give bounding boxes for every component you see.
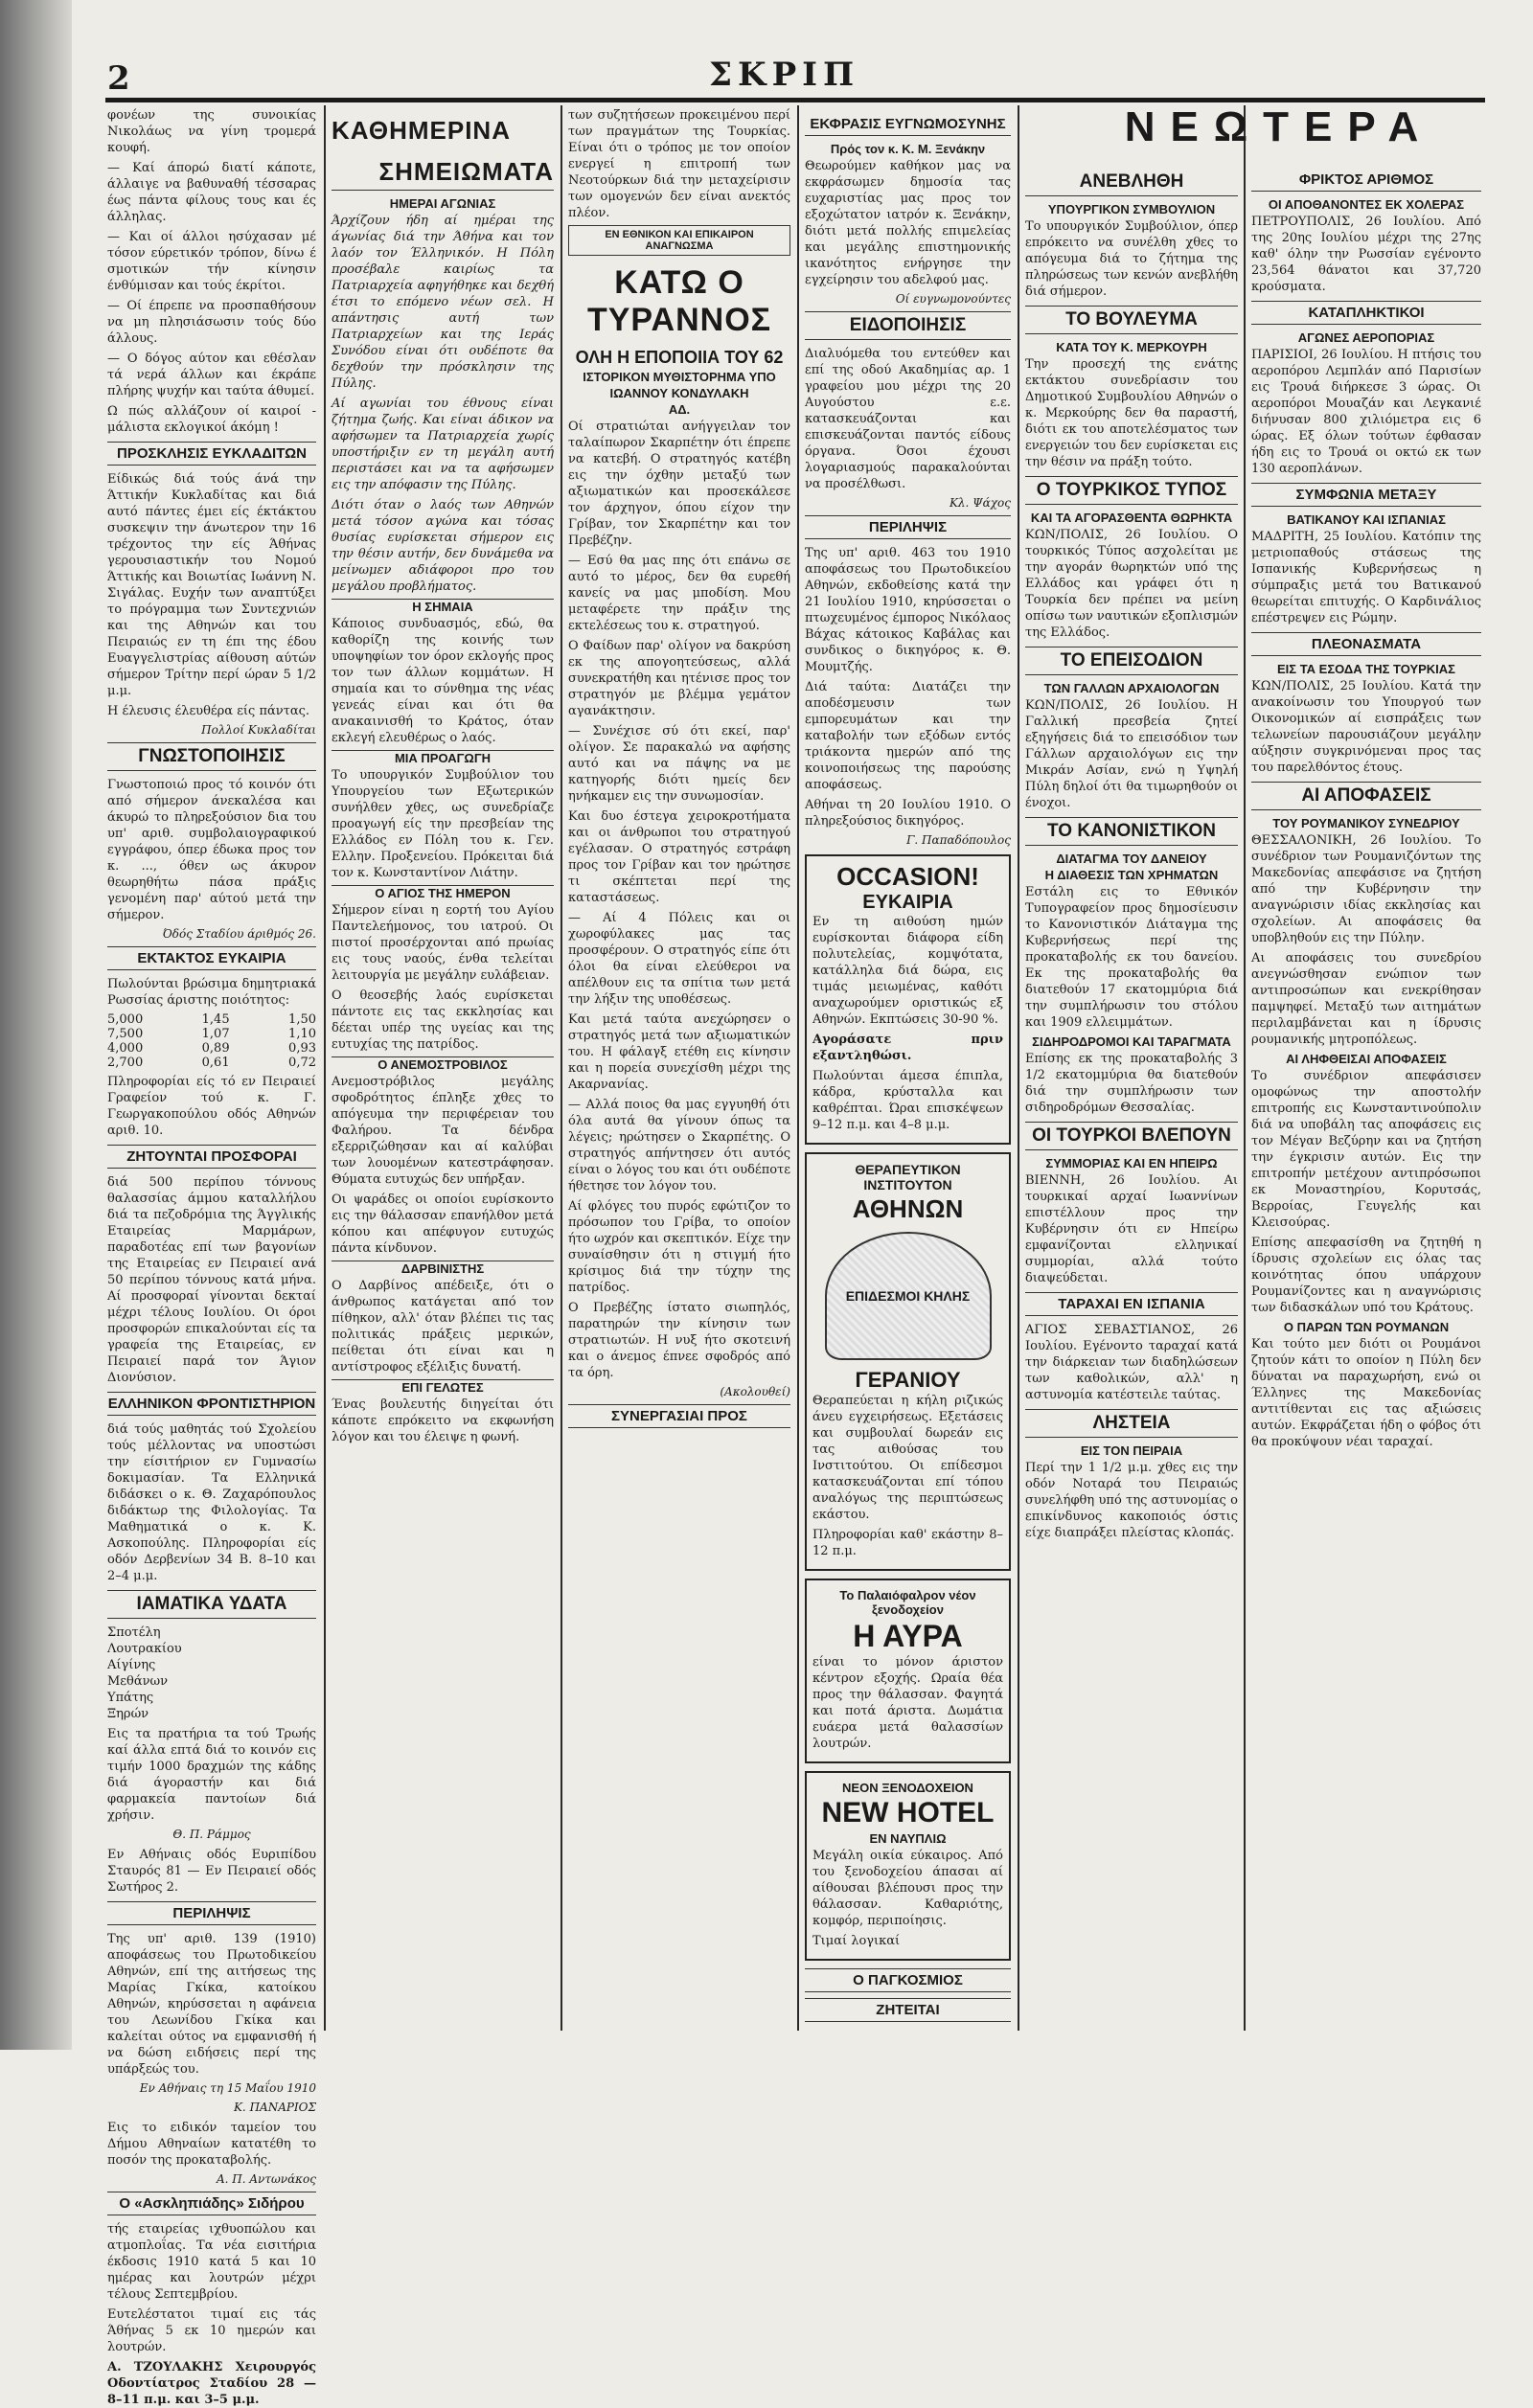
article-heading: ΕΚΤΑΚΤΟΣ ΕΥΚΑΙΡΙΑ (107, 946, 316, 970)
article-text: Διαλυόμεθα του εντεύθεν και επί της οδού Ακαδημίας αρ. 1 γραφείου μου μέχρι της 20 Αυγούστου ε.ε. κατασκευάζονται και επισκευάζονται παντός είδους όργανα. Όσοι έχουσι λογαριασμούς παρακαλούνται να προσέλθωσι. (805, 347, 1011, 491)
list-item: Αίγίνης (107, 1658, 156, 1672)
article-heading: ΕΚΦΡΑΣΙΣ ΕΥΓΝΩΜΟΣΥΝΗΣ (805, 113, 1011, 136)
article-heading: ΠΛΕΟΝΑΣΜΑΤΑ (1251, 632, 1481, 656)
article-subheading: ΚΑΙ ΤΑ ΑΓΟΡΑΣΘΕΝΤΑ ΘΩΡΗΚΤΑ (1030, 511, 1233, 525)
article-text: Σήμερον είναι η εορτή του Αγίου Παντελεήμονος, του ιατρού. Οι πιστοί προσέρχονται από πρωίας εις τους ναούς, ένθα τελείται λειτουργία με μεγάλην ευλάβειαν. (332, 903, 554, 983)
article-heading: ΠΡΟΣΚΛΗΣΙΣ ΕΥΚΛΑΔΙΤΩΝ (107, 442, 316, 466)
article-text: Ανεμοστρόβιλος μεγάλης σφοδρότητος έπληξε χθες το απόγευμα την περιφέρειαν του Φαλήρου. Τα δένδρα εξερριζώθησαν και αί καλύβαι των λουομένων κατεστράφησαν. Θύματα ευτυχώς δεν υπήρξαν. (332, 1075, 554, 1187)
article-text: Κάποιος συνδυασμός, εδώ, θα καθορίζη της κοινής των υποψηφίων τον όρον εκλογής προς τον των άλλων κομμάτων. Η σημαία και το σύνθημα της νέας γενεάς είναι και ότι θα ανακαινισθή το Κράτος, όταν εκλεγή ελευθέρως ο λαός. (332, 617, 554, 745)
article-text: Θεωρούμεν καθήκον μας να εκφράσωμεν δημοσία τας ευχαριστίας μας προς τον εξοχώτατον ιατρόν κ. Ξενάκην, διότι μετά πολλής επιμελείας και μεγάλης επιστημονικής ικανότητος ενήργησε την εγχείρησιν του αδελφού μας. (805, 159, 1011, 287)
ad-title: ΕΥΚΑΙΡΙΑ (862, 892, 953, 913)
article-heading: ΚΑΤΑΠΛΗΚΤΙΚΟΙ (1251, 301, 1481, 325)
article-heading: ΦΡΙΚΤΟΣ ΑΡΙΘΜΟΣ (1251, 169, 1481, 192)
article-text: Ευτελέστατοι τιμαί εις τάς Άθήνας 5 εκ 10 ημερών και λουτρών. (107, 2307, 316, 2354)
price-table (107, 1012, 316, 1070)
ad-text: Αγοράσατε πριν εξαντληθώσι. (812, 1033, 1003, 1063)
signature: Κλ. Ψάχος (949, 496, 1011, 510)
ad-text: Τιμαί λογικαί (812, 1934, 901, 1948)
article-text: ΑΓΙΟΣ ΣΕΒΑΣΤΙΑΝΟΣ, 26 Ιουλίου. Εγένοντο ταραχαί κατά την διάρκειαν των διαδηλώσεων των καθολικών, αλλ' η αστυνομία κατέστειλε ταύτας. (1025, 1323, 1238, 1402)
article-heading: ΜΙΑ ΠΡΟΑΓΩΓΗ (332, 750, 554, 765)
serial-text: — Συνέχισε σύ ότι εκεί, παρ' ολίγον. Σε παρακαλώ να αφήσης αυτό και να πάψης να με κατηγορής διότι ημείς δεν ηνήκαμεν εις την συνωμοσίαν. (568, 724, 790, 804)
signature: Γ. Παπαδόπουλος (906, 833, 1011, 847)
signature: Όδός Σταδίου άριθμός 26. (162, 927, 316, 941)
continued-note: (Ακολουθεί) (720, 1385, 790, 1398)
article-text: διά τούς μαθητάς τού Σχολείου τούς μέλλοντας να υποστώσι την είσιτήριον εν Γυμνασίω δοκιμασίαν. Τα Ελληνικά διδάσκει ο κ. Θ. Ζαχαρόπουλος διδάκτωρ της Φιλολογίας. Τα Μαθηματικά ο κ. Κ. Ασκοπούλης. Πληροφορίαι είς οδόν Δερβενίων 34 Β. 8–10 και 2–4 μ.μ. (107, 1422, 316, 1583)
text-paragraph: — Και οί άλλοι ησύχασαν μέ τόσον εύρετικόν τρόπον, δίνω έ σμοτικών τήν κίνησιν ένθύμισαν και τούς έκρίτοι. (107, 230, 316, 293)
serial-banner: ΕΝ ΕΘΝΙΚΟΝ ΚΑΙ ΕΠΙΚΑΙΡΟΝ ΑΝΑΓΝΩΣΜΑ (568, 225, 790, 256)
article-text: Πληροφορίαι είς τό εν Πειραιεί Γραφείον τού κ. Γ. Γεωργακοπούλου οδός Αθηνών αριθ. 10. (107, 1075, 316, 1138)
article-text: ΠΑΡΙΣΙΟΙ, 26 Ιουλίου. Η πτήσις του αεροπόρου Λεμπλάν από Παρισίων εις Τρουά διήρκεσε 3 ώρας. Οι αεροπόροι Μουαζάν και Λεγκανιέ διήνυσαν 800 χιλιόμετρα εις 6 ώρας. Εξ όλων τούτων έφθασαν ήδη εις το Τρουά οι οκτώ εκ των 130 αεροπλάνων. (1251, 348, 1481, 476)
text-paragraph: — Καί άπορώ διατί κάποτε, άλλαιγε να βαθυναθή τέσσαρας έως πάντα φίλους τους και ές άλληλας. (107, 161, 316, 224)
aura-ad (805, 1579, 1011, 1763)
signature: Πολλοί Κυκλαδίται (201, 723, 316, 737)
article-heading: ΕΠΙ ΓΕΛΩΤΕΣ (332, 1379, 554, 1395)
institute-ad (805, 1152, 1011, 1571)
ad-subtitle: Το Παλαιόφαλρον νέον ξενοδοχείον (839, 1588, 976, 1617)
article-text: Γνωστοποιώ προς τό κοινόν ότι από σήμερον άνεκαλέσα και άκυρώ το πληρεξούσιον δια του υπ' αριθ. συμβολαιογραφικού εγγράφου, όπερ έδωκα προς τον κ. ..., όθεν ως άκυρον θεωρηθήτω πάσα πράξις γενομένη παρ' αύτού μετά την σήμερον. (107, 778, 316, 922)
article-text: ΒΙΕΝΝΗ, 26 Ιουλίου. Αι τουρκικαί αρχαί Ιωαννίνων επιστέλλουν προς την Κυβέρνησιν ότι εν Ηπείρω εμφανίζονται ελληνικαί συμμορίαι, αλλά τούτο διαψεύδεται. (1025, 1173, 1238, 1285)
article-text: Εις τα πρατήρια τα τού Τρωής καί άλλα επτά διά το κοινόν εις τιμήν 1000 δραχμών της κάδης διά άγοραστήν και διά φαρμακεία παντοίων διά χρήσιν. (107, 1727, 316, 1823)
signature: Οί ευγνωμονούντες (895, 292, 1011, 306)
date-line: Εν Αθήναις τη 15 Μαΐου 1910 (139, 2081, 316, 2095)
article-text: Ένας βουλευτής διηγείται ότι κάποτε επρόκειτο να εκφωνήση λόγον και του έλειψε η φωνή. (332, 1397, 554, 1444)
list-item: Υπάτης (107, 1691, 154, 1705)
signature: Θ. Π. Ράμμος (172, 1828, 251, 1841)
table-row: 2,700 0,61 0,72 (107, 1056, 316, 1070)
article-heading: Ο ΑΓΙΟΣ ΤΗΣ ΗΜΕΡΟΝ (332, 885, 554, 900)
article-text: ΚΩΝ/ΠΟΛΙΣ, 25 Ιουλίου. Κατά την ανακοίνωσιν του Υπουργού των Οικονομικών αί εισπράξεις των τελωνείων παρουσιάζουν μεγάλην αύξησιν συγκρινόμεναι προς τας του παρελθόντος έτους. (1251, 679, 1481, 775)
column-1 (107, 107, 316, 2407)
ad-text: Μεγάλη οικία εύκαιρος. Από του ξενοδοχείου άπασαι αί αίθουσαι βλέπουσι προς την θάλασσαν. Καθαριότης, κομφόρ, περιποίησις. (812, 1849, 1003, 1928)
article-text: Ο θεοσεβής λαός ευρίσκεται πάντοτε εις τας εκκλησίας και δέεται υπέρ της υγείας και της ευτυχίας της πατρίδος. (332, 988, 554, 1052)
article-heading: ΕΙΔΟΠΟΙΗΣΙΣ (805, 311, 1011, 340)
table-row: 4,000 0,89 0,93 (107, 1041, 316, 1056)
article-text: Περί την 1 1/2 μ.μ. χθες εις την οδόν Νοταρά του Πειραιώς συνελήφθη υπό της αστυνομίας ο επικίνδυνος κακοποιός όστις είχε διαπράξει πλείστας κλοπάς. (1025, 1461, 1238, 1540)
article-heading: ΖΗΤΕΙΤΑΙ (805, 1998, 1011, 2022)
serial-text: — Αί 4 Πόλεις και οι χωροφύλακες μας τας προσφέρουν. Ο στρατηγός είπε ότι όλοι θα είναι ελεύθεροι να απέλθουν εις τα σπίτια των μετά την λήξιν της υποθέσεως. (568, 911, 790, 1007)
article-heading: Ο ΤΟΥΡΚΙΚΟΣ ΤΥΠΟΣ (1025, 476, 1238, 505)
article-text: Είδικώς διά τούς άνά την Άττικήν Κυκλαδίτας και διά αυτό πάντες έμει είς έκτάκτου συσκεψιν την άνωτερον την 16 τρέχοντος την είς Άθήνας γερουσιαστικήν του Νομού Άττικής και Βοιωτίας Ιωάννη Ν. Σιγάλας. Ευχήν των αναπτύξει το πρόγραμμα των Συντεχνιών και της Αθηνών και του Πειραιώς εν τη έπι της έδου Ευαγγελιστρίας αίθουση αύτών σήμερον Τρίτην περί ώραν 5 1/2 μ.μ. (107, 472, 316, 698)
article-text: Αθήναι τη 20 Ιουλίου 1910. Ο πληρεξούσιος δικηγόρος. (805, 798, 1011, 829)
article-heading: ΕΛΛΗΝΙΚΟΝ ΦΡΟΝΤΙΣΤΗΡΙΟΝ (107, 1392, 316, 1416)
article-heading: Ο «Ασκληπιάδης» Σιδήρου (107, 2192, 316, 2215)
serial-text: Και δυο έστεγα χειροκροτήματα και οι άνθρωποι του στρατηγού εγέλασαν. Ο στρατηγός εστράφη προς τον Γρίβαν και τον ηρώτησε τι σκέπτεται περί της καταστάσεως. (568, 809, 790, 905)
article-heading: Ο ΑΝΕΜΟΣΤΡΟΒΙΛΟΣ (332, 1056, 554, 1072)
article-text: Επίσης απεφασίσθη να ζητηθή η ίδρυσις σχολείων εις όλας τας κοινότητας όπου υπάρχουν Ρουμανίζοντες και η αναγνώρισις των διδασκάλων υπό του Κράτους. (1251, 1236, 1481, 1315)
serial-author: ΙΩΑΝΝΟΥ ΚΟΝΔΥΛΑΚΗ (609, 386, 749, 400)
article-heading: ΓΝΩΣΤΟΠΟΙΗΣΙΣ (107, 742, 316, 771)
table-row: 5,000 1,45 1,50 (107, 1012, 316, 1027)
article-text: Εστάλη εις το Εθνικόν Τυπογραφείον προς δημοσίευσιν το Κανονιστικόν Διάταγμα της Κυβερνήσεως περί της προκαταβολής εκ του δανείου. Εκ της προκαταβολής θα διατεθούν 17 εκατομμύρια διά την συμπλήρωσιν του στόλου και 1909 ελλειμμάτων. (1025, 885, 1238, 1030)
serial-text: — Αλλά ποιος θα μας εγγυηθή ότι όλα αυτά θα γίνουν όπως τα λέγεις; ηρώτησεν ο Σκαρπέτης. Ο στρατηγός απήντησεν ότι αυτός είναι ο λόγος του και ότι ουδέποτε ήθετησε τον λόγον του. (568, 1098, 790, 1193)
page-number: 2 (107, 59, 130, 98)
masthead (96, 56, 1476, 98)
text-paragraph: Ω πώς αλλάζουν οί καιροί - μάλιστα εκλογικοί άκόμη ! (107, 404, 316, 435)
occasion-ad (805, 854, 1011, 1145)
advertisement-line: Α. ΤΖΟΥΛΑΚΗΣ Χειρουργός Οδοντίατρος Σταδίου 28 — 8–11 π.μ. και 3–5 μ.μ. (107, 2360, 316, 2407)
column-rule (324, 105, 326, 2031)
table-row: 7,500 1,07 1,10 (107, 1027, 316, 1041)
article-heading: ΛΗΣΤΕΙΑ (1025, 1409, 1238, 1438)
article-text: Επίσης εκ της προκαταβολής 3 1/2 εκατομμύρια θα διατεθούν διά την συμπλήρωσιν των σιδηροδρόμων Θεσσαλίας. (1025, 1052, 1238, 1115)
ad-text: Εν τη αιθούση ημών ευρίσκονται διάφορα είδη πολυτελείας, κομψότατα, κατάλληλα διά δώρα, εις τιμάς μειωμένας, καθότι αναχωρούμεν οριστικώς εξ Αθηνών. Εκπτώσεις 30-90 %. (812, 915, 1003, 1027)
article-heading: ΤΟ ΚΑΝΟΝΙΣΤΙΚΟΝ (1025, 817, 1238, 846)
serial-text: Και μετά ταύτα ανεχώρησεν ο στρατηγός μετά των αξιωματικών του. Η φάλαγξ ετέθη εις κίνησιν και η πορεία συνεχίσθη μέχρι της Ακαρνανίας. (568, 1012, 790, 1092)
article-heading: Ο ΠΑΓΚΟΣΜΙΟΣ (805, 1968, 1011, 1992)
article-text: Πωλούνται βρώσιμα δημητριακά Ρωσσίας άριστης ποιότητος: (107, 977, 316, 1008)
column-rule (1244, 105, 1246, 2031)
ad-text: είναι το μόνον άριστον κέντρον εξοχής. Ωραία θέα προς την θάλασσαν. Φαγητά και ποτά άριστα. Δωμάτια ευάερα μετά θαλασσίων λουτρών. (812, 1655, 1003, 1751)
ad-text: Θεραπεύεται η κήλη ριζικώς άνευ εγχειρήσεως. Εξετάσεις και συμβουλαί δωρεάν εις τας αιθούσας του Ινστιτούτου. Οι επίδεσμοι κατασκευάζονται επί τόπου αναλόγως της περιπτώσεως εκάστου. (812, 1394, 1003, 1522)
article-subheading: ΤΟΥ ΡΟΥΜΑΝΙΚΟΥ ΣΥΝΕΔΡΙΟΥ (1272, 816, 1460, 830)
article-text: Και τούτο μεν διότι οι Ρουμάνοι ζητούν κάτι το οποίον η Πύλη δεν δύναται να παραχωρήση, ενώ οι Έλληνες της Μακεδονίας αντιτίθενται εις τας αξιώσεις αυτών. Εκφράζεται ήδη ο φόβος ότι θα προκύψουν νέαι ταραχαί. (1251, 1337, 1481, 1449)
article-heading: ΤΟ ΒΟΥΛΕΥΜΑ (1025, 306, 1238, 334)
signature: Κ. ΠΑΝΑΡΙΟΣ (233, 2101, 316, 2114)
article-text: Το υπουργικόν Συμβούλιον του Υπουργείου των Εξωτερικών συνήλθεν χθες, ως συνεδρίαζε προαγωγή είς την πρεσβείαν της Ελλάδος εν Πόλη του κ. Γεν. Ελλην. Προξενείου. Πρόκειται διά τον κ. Κωνσταντίνον Λιάτην. (332, 768, 554, 880)
article-subheading: ΔΙΑΤΑΓΜΑ ΤΟΥ ΔΑΝΕΙΟΥ (1056, 852, 1207, 866)
ad-title: OCCASION! (836, 862, 979, 891)
article-subheading: Πρός τον κ. Κ. Μ. Ξενάκην (830, 142, 986, 156)
article-text: ΚΩΝ/ΠΟΛΙΣ, 26 Ιουλίου. Ο τουρκικός Τύπος ασχολείται με την αγοράν θωρηκτών υπό της Ελλάδος και γράφει ότι η Τουρκία δεν πρέπει να μείνη οπίσω των ναυτικών εξοπλισμών της Ελλάδος. (1025, 528, 1238, 640)
column-4 (805, 107, 1011, 2023)
article-subheading: ΒΑΤΙΚΑΝΟΥ ΚΑΙ ΙΣΠΑΝΙΑΣ (1287, 512, 1446, 527)
article-text: ΘΕΣΣΑΛΟΝΙΚΗ, 26 Ιουλίου. Το συνέδριον των Ρουμανιζόντων της Μακεδονίας απεφάσισε να ζητήση από την Κυβέρνησιν την αναγνώρισιν ιδίας εκκλησίας και σχολείων. Αι αποφάσεις θα υποβληθούν εις την Πύλην. (1251, 833, 1481, 945)
list-item: Ξηρών (107, 1707, 149, 1721)
ad-title: ΝΕΟΝ ΞΕΝΟΔΟΧΕΙΟΝ (842, 1781, 973, 1795)
article-heading: ΤΟ ΕΠΕΙΣΟΔΙΟΝ (1025, 647, 1238, 675)
article-text: Άρχίζουν ήδη αί ημέραι της άγωνίας διά την Άθήνα και τον λαόν τον Έλληνικόν. Η Πόλη προσέβαλε καιρίως τα Πατριαρχεία αφηγήθηκε και δεχθή έτσι το επόμενο νέων σελ. Η απάντησις αυτή των Πατριαρχείων και της Ιεράς Συνόδου είναι ότι ουδέποτε θα δεχθούν την πρόσκλησιν της Πύλης. (332, 214, 554, 391)
article-heading: ΟΙ ΤΟΥΡΚΟΙ ΒΛΕΠΟΥΝ (1025, 1122, 1238, 1150)
serial-text: — Εσύ θα μας πης ότι επάνω σε αυτό το μέρος, δεν θα ευρεθή κανείς να μας μποδίση. Μου μεταφέρετε την πράξιν της εκτελέσεως του κ. στρατηγού. (568, 554, 790, 633)
list-item: Λουτρακίου (107, 1642, 182, 1656)
ad-title: NEW HOTEL (821, 1797, 995, 1829)
article-text: Διότι όταν ο λαός των Αθηνών μετά τόσον αγώνα και τόσας θυσίας ευρίσκεται σήμερον εις την θέσιν αυτήν, δεν δυνάμεθα να μείνωμεν αδιάφοροι προ του μεγάλου προβλήματος. (332, 498, 554, 594)
article-text: διά 500 περίπου τόννους θαλασσίας άμμου καταλλήλου διά τα πεζοδρόμια της Άγγλικής Εταιρείας Μαρμάρων, παραδοτέας επί των βαγονίων της Εταιρείας εν Πειραιεί ανά 50 περίπου τόννους κατά μήνα. Αί προσφοραί γίνονται δεκταί μέχρι τέλους Ιουλίου. Οι όροι προσφορών επικαλούνται είς τα γραφεία της Εταιρείας, εν Πειραιεί παρά τον Άγιον Διονύσιον. (107, 1175, 316, 1385)
article-subheading: Ο ΠΑΡΩΝ ΤΩΝ ΡΟΥΜΑΝΩΝ (1283, 1320, 1450, 1334)
article-text: Εν Αθήναις οδός Ευριπίδου Σταυρός 81 — Εν Πειραιεί οδός Σωτήρος 2. (107, 1848, 316, 1895)
article-subheading: ΤΩΝ ΓΑΛΛΩΝ ΑΡΧΑΙΟΛΟΓΩΝ (1043, 681, 1220, 695)
article-text: Οι ψαράδες οι οποίοι ευρίσκοντο εις την θάλασσαν επανήλθον μετά κόπου και απέφυγον ευτυχώς πάντα κίνδυνον. (332, 1193, 554, 1256)
article-subheading: ΥΠΟΥΡΓΙΚΟΝ ΣΥΜΒΟΥΛΙΟΝ (1047, 202, 1216, 216)
column-2 (332, 107, 554, 2023)
serial-text: Οί στρατιώται ανήγγειλαν τον ταλαίπωρον Σκαρπέτην ότι έπρεπε να κατεβή. Ο στρατηγός κατέβη εις την όχθην μεταξύ των αξιωματικών και προσεκάλεσε τον άρχηγον, όπου είχον την Γρίβαν, τον Σκαρπέτην και τον Πρεβέζην. (568, 420, 790, 548)
article-heading: ΠΕΡΙΛΗΨΙΣ (107, 1901, 316, 1925)
article-text: ΜΑΔΡΙΤΗ, 25 Ιουλίου. Κατόπιν της μετριοπαθούς στάσεως της Ισπανικής Κυβερνήσεως η σύμπραξις μετά του Βατικανού θεωρείται επιτυχής. Ο Καρδινάλιος επέστρεψεν εις Ρώμην. (1251, 530, 1481, 625)
article-text: των συζητήσεων προκειμένου περί των πραγμάτων της Τουρκίας. Είναι ότι ο τρόπος με τον οποίον ενεργεί η επιτροπή των Νεοτούρκων διά την μεταχείρισιν των ομογενών δεν είναι ανεκτός πλέον. (568, 108, 790, 220)
serial-text: Ο Φαίδων παρ' ολίγον να δακρύση εκ της απογοητεύσεως, αλλά συνεκρατήθη και ητένισε προς τον στρατηγόν με βλέμμα γεμάτον αγανάκτησιν. (568, 639, 790, 718)
article-text: Αι αποφάσεις του συνεδρίου ανεγνώσθησαν ενώπιον των αντιπροσώπων και ενεκρίθησαν παμψηφεί. Μεταξύ των αιτημάτων περιλαμβάνεται και η ίδρυσις ρουμανικής μητροπόλεως. (1251, 951, 1481, 1047)
article-subheading: ΚΑΤΑ ΤΟΥ Κ. ΜΕΡΚΟΥΡΗ (1056, 340, 1207, 354)
hernia-belt-emblem-icon: ΕΠΙΔΕΣΜΟΙ ΚΗΛΗΣ (825, 1232, 992, 1360)
article-subheading: ΕΙΣ ΤΑ ΕΣΟΔΑ ΤΗΣ ΤΟΥΡΚΙΑΣ (1277, 662, 1455, 676)
article-heading: ΤΑΡΑΧΑΙ ΕΝ ΙΣΠΑΝΙΑ (1025, 1292, 1238, 1316)
article-heading: ΗΜΕΡΑΙ ΑΓΩΝΙΑΣ (389, 196, 496, 211)
article-subheading: ΑΙ ΛΗΦΘΕΙΣΑΙ ΑΠΟΦΑΣΕΙΣ (1286, 1052, 1447, 1066)
article-text: Διά ταύτα: Διατάζει την αποδέσμευσιν των εμπορευμάτων και την καταβολήν των εξόδων εντός τριάκοντα ημερών από της κοινοποιήσεως της παρούσης αποφάσεως. (805, 680, 1011, 792)
serial-text: Αί φλόγες του πυρός εφώτιζον το πρόσωπον του Γρίβα, το οποίον ήτο ωχρόν και σκεπτικόν. Είχε την συναίσθησιν ότι η στιγμή ήτο κρίσιμος διά την τύχην της πατρίδος. (568, 1199, 790, 1295)
article-subheading: Η ΔΙΑΘΕΣΙΣ ΤΩΝ ΧΡΗΜΑΤΩΝ (1044, 868, 1219, 882)
serial-subtitle: ΟΛΗ Η ΕΠΟΠΟΙΙΑ ΤΟΥ 62 (575, 348, 784, 367)
masthead-rule (105, 98, 1485, 102)
column-rule (1018, 105, 1019, 2031)
article-heading: ΖΗΤΟΥΝΤΑΙ ΠΡΟΣΦΟΡΑΙ (107, 1145, 316, 1169)
article-subheading: ΣΙΔΗΡΟΔΡΟΜΟΙ ΚΑΙ ΤΑΡΑΓΜΑΤΑ (1032, 1034, 1231, 1049)
article-heading: ΣΥΝΕΡΓΑΣΙΑΙ ΠΡΟΣ (568, 1404, 790, 1428)
article-text: τής εταιρείας ιχθυοπώλου και ατμοπλοΐας. Τα νέα εισιτήρια έκδοσις 1910 κατά 5 και 10 ημέρας και λουτρών μέχρι τέλους Σεπτεμβρίου. (107, 2222, 316, 2302)
newspaper-title: ΣΚΡΙΠ (709, 56, 860, 94)
chapter-number: ΑΔ. (668, 402, 691, 417)
article-text: Της υπ' αριθ. 463 του 1910 αποφάσεως του Πρωτοδικείου Αθηνών, εκδοθείσης κατά την 21 Ιουλίου 1910, κηρύσσεται ο πτωχευμένος έμπορος Νικόλαος Βάχας κάτοικος Καβάλας και συνδικος ο δικηγόρος κ. Θ. Μουμτζής. (805, 546, 1011, 674)
article-text: Η έλευσις έλευθέρα είς πάντας. (107, 704, 310, 718)
column-6 (1251, 163, 1481, 2021)
article-subheading: ΟΙ ΑΠΟΘΑΝΟΝΤΕΣ ΕΚ ΧΟΛΕΡΑΣ (1268, 197, 1465, 212)
section-heading: ΣΗΜΕΙΩΜΑΤΑ (332, 154, 554, 191)
article-heading: ΣΥΜΦΩΝΙΑ ΜΕΤΑΞΥ (1251, 483, 1481, 507)
text-paragraph: — Οί έπρεπε να προσπαθήσουν να μη πλησιάσωσιν τούς δύο άλλους. (107, 299, 316, 346)
article-text: ΠΕΤΡΟΥΠΟΛΙΣ, 26 Ιουλίου. Από της 20ης Ιουλίου μέχρι της 27ης καθ' όλην την Ρωσσίαν εγένοντο 23,564 θάνατοι και 37,720 κρούσματα. (1251, 215, 1481, 294)
article-text: Της υπ' αριθ. 139 (1910) αποφάσεως του Πρωτοδικείου Αθηνών, επί της αιτήσεως της Μαρίας Γκίκα, κατοίκου Αθηνών, κηρύσσεται η αφάνεια του Λεωνίδου Γκίκα και καλείται ούτος να εμφανισθή ή να δώση ειδήσεις περί της υπάρξεώς του. (107, 1932, 316, 2077)
article-heading: ΙΑΜΑΤΙΚΑ ΥΔΑΤΑ (107, 1590, 316, 1619)
text-paragraph: φονέων της συνοικίας Νικολάως να γίνη τρομερά κουφή. (107, 108, 316, 155)
article-text: Ο Δαρβίνος απέδειξε, ότι ο άνθρωπος κατάγεται από τον πίθηκον, αλλ' όταν βλέπει τις τας πολιτικάς πράξεις μερικών, πείθεται ότι είναι και η αντίστροφος εξέλιξις δυνατή. (332, 1279, 554, 1374)
article-text: Την προσεχή της ενάτης εκτάκτου συνεδρίασιν του Δημοτικού Συμβουλίου Αθηνών ο κ. Μερκούρης δεν θα παραστή, διότι εκ του αποτελέσματος των ενεργειών του δεν ευρίσκεται εις την θέσιν να πράξη τούτο. (1025, 357, 1238, 469)
hotel-ad (805, 1771, 1011, 1961)
section-heading: ΚΑΘΗΜΕΡΙΝΑ (332, 116, 511, 145)
ad-title: ΓΕΡΑΝΙΟΥ (855, 1368, 961, 1392)
article-heading: ΔΑΡΒΙΝΙΣΤΗΣ (332, 1261, 554, 1276)
article-text: Το συνέδριον απεφάσισεν ομοφώνως την αποστολήν επιτροπής εις Κωνσταντινούπολιν διά να υποβάλη τας αποφάσεις εις τον Μέγαν Βεζύρην και να ζητήση την έγκρισιν αυτών. Εις την επιτροπήν μετέχουν αντιπρόσωποι εκ Μοναστηρίου, Κορυτσάς, Βερροίας, Γευγελής και Κλεισούρας. (1251, 1069, 1481, 1230)
ad-title: ΘΕΡΑΠΕΥΤΙΚΟΝ ΙΝΣΤΙΤΟΥΤΟΝ (855, 1162, 961, 1193)
article-text: Αί αγωνίαι του έθνους είναι ζήτημα ζωής. Και είναι άδικον να αφήσωμεν τα Πατριαρχεία χωρίς υποστήριξιν εν τη μεγάλη αυτή περιστάσει και να τα αφήσωμεν εις την απόφασιν της Πύλης. (332, 397, 554, 492)
ad-text: Πληροφορίαι καθ' εκάστην 8–12 π.μ. (812, 1528, 1003, 1558)
ad-subtitle: ΕΝ ΝΑΥΠΛΙΩ (869, 1831, 947, 1846)
serial-title: ΚΑΤΩ Ο ΤΥΡΑΝΝΟΣ (586, 264, 772, 338)
article-subheading: ΣΥΜΜΟΡΙΑΣ ΚΑΙ ΕΝ ΗΠΕΙΡΩ (1045, 1156, 1218, 1170)
ad-text: Πωλούνται άμεσα έπιπλα, κάδρα, κρύσταλλα και καθρέπται. Ώραι επισκέψεων 9–12 π.μ. και 4–8 μ.μ. (812, 1069, 1003, 1132)
article-heading: ΠΕΡΙΛΗΨΙΣ (805, 515, 1011, 539)
article-heading: ΑΝΕΒΛΗΘΗ (1025, 169, 1238, 196)
article-text: ΚΩΝ/ΠΟΛΙΣ, 26 Ιουλίου. Η Γαλλική πρεσβεία ζητεί εξηγήσεις διά το επεισόδιον των Γάλλων αρχαιολόγων εις την Μικράν Ασίαν, ενώ η Υψηλή Πύλη δηλοί ότι θα τιμωρηθούν οι ένοχοι. (1025, 698, 1238, 810)
scan-shadow (0, 0, 72, 2050)
column-5 (1025, 163, 1238, 2021)
latest-news-banner: ΝΕΩΤΕΡΑ (1124, 103, 1434, 150)
ad-title: Η ΑΥΡΑ (853, 1619, 963, 1653)
article-text: Το υπουργικόν Συμβούλιον, όπερ επρόκειτο να συνέλθη χθες το απόγευμα διά το ζήτημα της πληρώσεως των κενών ανεβλήθη διά σήμερον. (1025, 219, 1238, 299)
article-subheading: ΑΓΩΝΕΣ ΑΕΡΟΠΟΡΙΑΣ (1297, 330, 1435, 345)
list-item: Σποτέλη (107, 1625, 161, 1640)
article-subheading: ΕΙΣ ΤΟΝ ΠΕΙΡΑΙΑ (1080, 1443, 1183, 1458)
column-3 (568, 107, 790, 2023)
article-heading: Η ΣΗΜΑΙΑ (332, 599, 554, 614)
list-item: Μεθάνων (107, 1674, 169, 1689)
signature: Α. Π. Αντωνάκος (217, 2172, 316, 2186)
column-rule (797, 105, 799, 2031)
text-paragraph: — Ο δόγος αύτον και εθέσλαν τά νερά άλλων και έκράπε πλήρης ψυχήν και ταύτα άθυμεί. (107, 352, 316, 398)
column-rule (561, 105, 562, 2031)
serial-subtitle: ΙΣΤΟΡΙΚΟΝ ΜΥΘΙΣΤΟΡΗΜΑ ΥΠΟ (583, 370, 776, 384)
article-text: Εις το ειδικόν ταμείον του Δήμου Αθηναίων κατατέθη το ποσόν της προκαταβολής. (107, 2121, 316, 2168)
serial-text: Ο Πρεβέζης ίστατο σιωπηλός, παρατηρών την κίνησιν των στρατιωτών. Η νυξ ήτο σκοτεινή και ο άνεμος έπνεε σφοδρός από τα όρη. (568, 1301, 790, 1380)
article-heading: ΑΙ ΑΠΟΦΑΣΕΙΣ (1251, 782, 1481, 810)
ad-title: ΑΘΗΝΩΝ (852, 1194, 964, 1223)
